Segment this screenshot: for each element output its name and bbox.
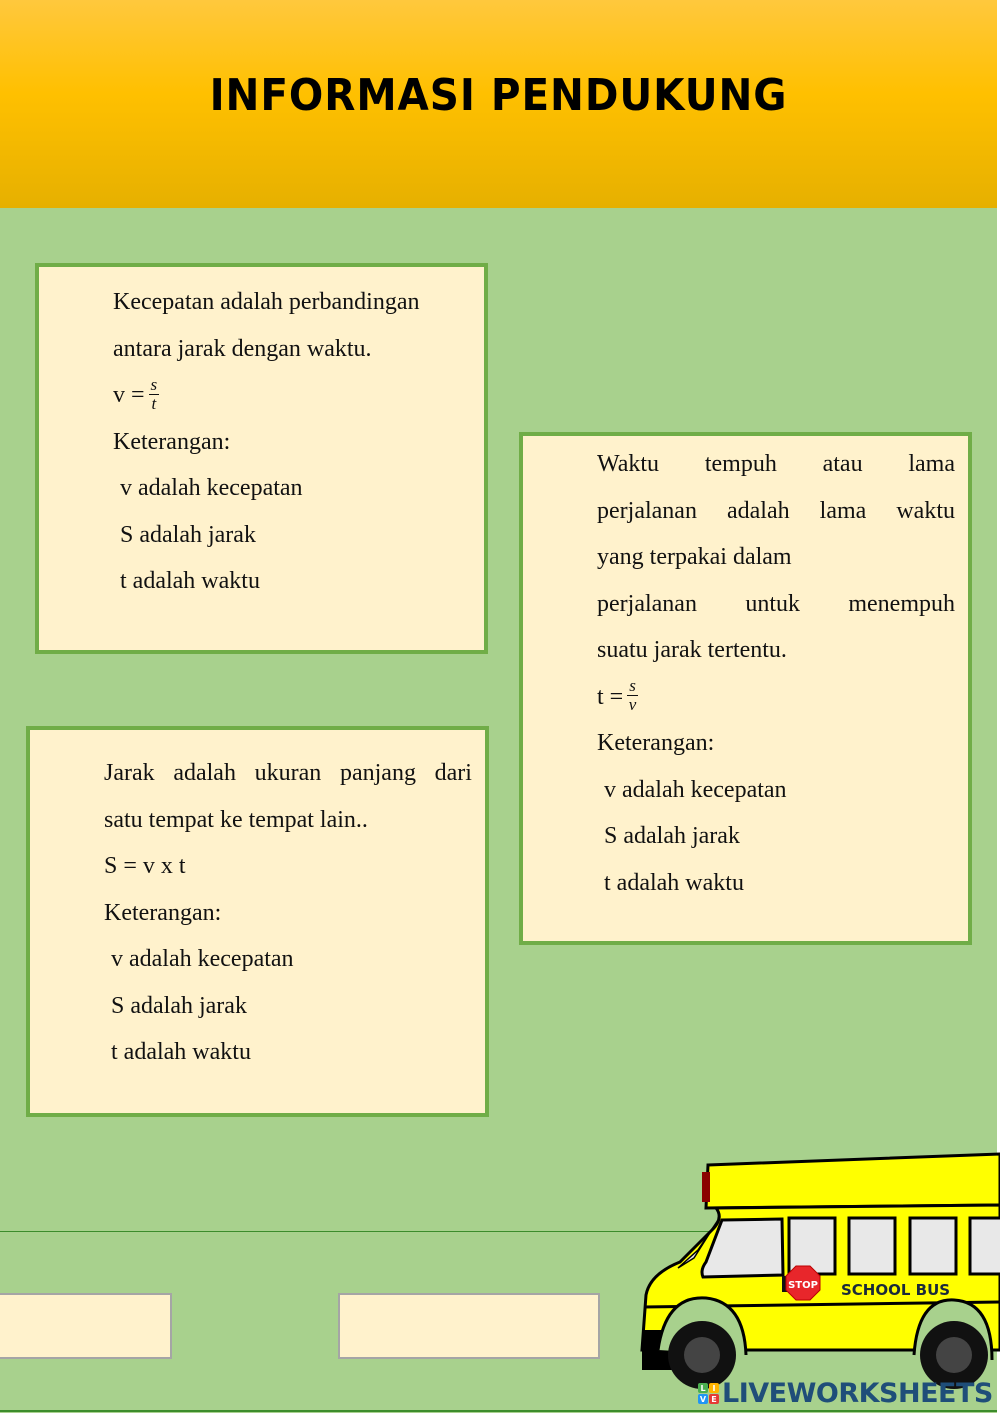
fraction-denominator: t [151, 393, 157, 413]
word: ukuran [254, 760, 322, 786]
fraction-denominator: v [628, 695, 637, 715]
legend-item: v adalah kecepatan [604, 776, 787, 803]
word: waktu [896, 497, 955, 524]
definition-line: satu tempat ke tempat lain.. [104, 806, 368, 833]
stop-sign-text: STOP [788, 1280, 818, 1291]
word: atau [822, 451, 863, 477]
formula-lhs: v = [113, 382, 145, 408]
logo-letter: L [698, 1383, 708, 1393]
logo-letter: V [699, 1394, 707, 1404]
definition-line: suatu jarak tertentu. [597, 637, 787, 663]
legend-item: v adalah kecepatan [111, 946, 294, 972]
word: menempuh [848, 590, 955, 617]
word: lama [908, 451, 955, 477]
logo-letter: I [709, 1383, 719, 1393]
word: Waktu [597, 451, 660, 477]
definition-line: yang terpakai dalam [597, 544, 792, 570]
logo-letter: E [709, 1394, 719, 1404]
definition-line: Kecepatan adalah perbandingan [113, 289, 420, 315]
definition-line [597, 581, 955, 628]
page-title: INFORMASI PENDUKUNG [209, 70, 788, 121]
definition-line [597, 441, 955, 488]
legend-item: t adalah waktu [604, 869, 744, 896]
word: untuk [745, 590, 800, 617]
legend-title: Keterangan: [104, 899, 222, 926]
road-line-bottom [0, 1410, 997, 1412]
word: Jarak [104, 760, 155, 786]
word: perjalanan [597, 590, 697, 617]
word: lama [819, 497, 867, 524]
formula [597, 674, 955, 721]
definition-line [597, 488, 955, 535]
header-banner [0, 0, 997, 208]
word: panjang [339, 760, 416, 786]
liveworksheets-watermark [698, 1378, 993, 1409]
legend-item: t adalah waktu [120, 568, 260, 594]
info-box-kecepatan [35, 263, 488, 654]
info-box-waktu [519, 432, 972, 945]
formula [113, 372, 473, 419]
word: perjalanan [597, 497, 697, 524]
school-bus-illustration [636, 1150, 1000, 1395]
answer-field-2[interactable] [338, 1293, 600, 1359]
legend-title: Keterangan: [597, 730, 715, 756]
definition-line [104, 750, 472, 797]
word: adalah [173, 760, 236, 786]
formula: S = v x t [104, 853, 186, 879]
fraction [149, 376, 160, 413]
fraction [627, 677, 638, 714]
formula-lhs: t = [597, 683, 624, 710]
fraction-numerator: s [150, 374, 158, 394]
fraction-numerator: s [629, 676, 636, 696]
info-box-jarak [26, 726, 489, 1117]
bus-label: SCHOOL BUS [841, 1281, 951, 1299]
definition-line: antara jarak dengan waktu. [113, 335, 372, 362]
legend-title: Keterangan: [113, 428, 231, 455]
live-logo-icon [698, 1383, 719, 1404]
legend-item: S adalah jarak [120, 521, 256, 548]
watermark-text: LIVEWORKSHEETS [722, 1378, 993, 1409]
legend-item: v adalah kecepatan [120, 475, 303, 501]
legend-item: S adalah jarak [604, 823, 740, 849]
word: tempuh [704, 451, 777, 477]
legend-item: S adalah jarak [111, 992, 247, 1019]
legend-item: t adalah waktu [111, 1039, 251, 1065]
word: dari [434, 760, 472, 786]
answer-field-1[interactable] [0, 1293, 172, 1359]
word: adalah [726, 497, 790, 524]
